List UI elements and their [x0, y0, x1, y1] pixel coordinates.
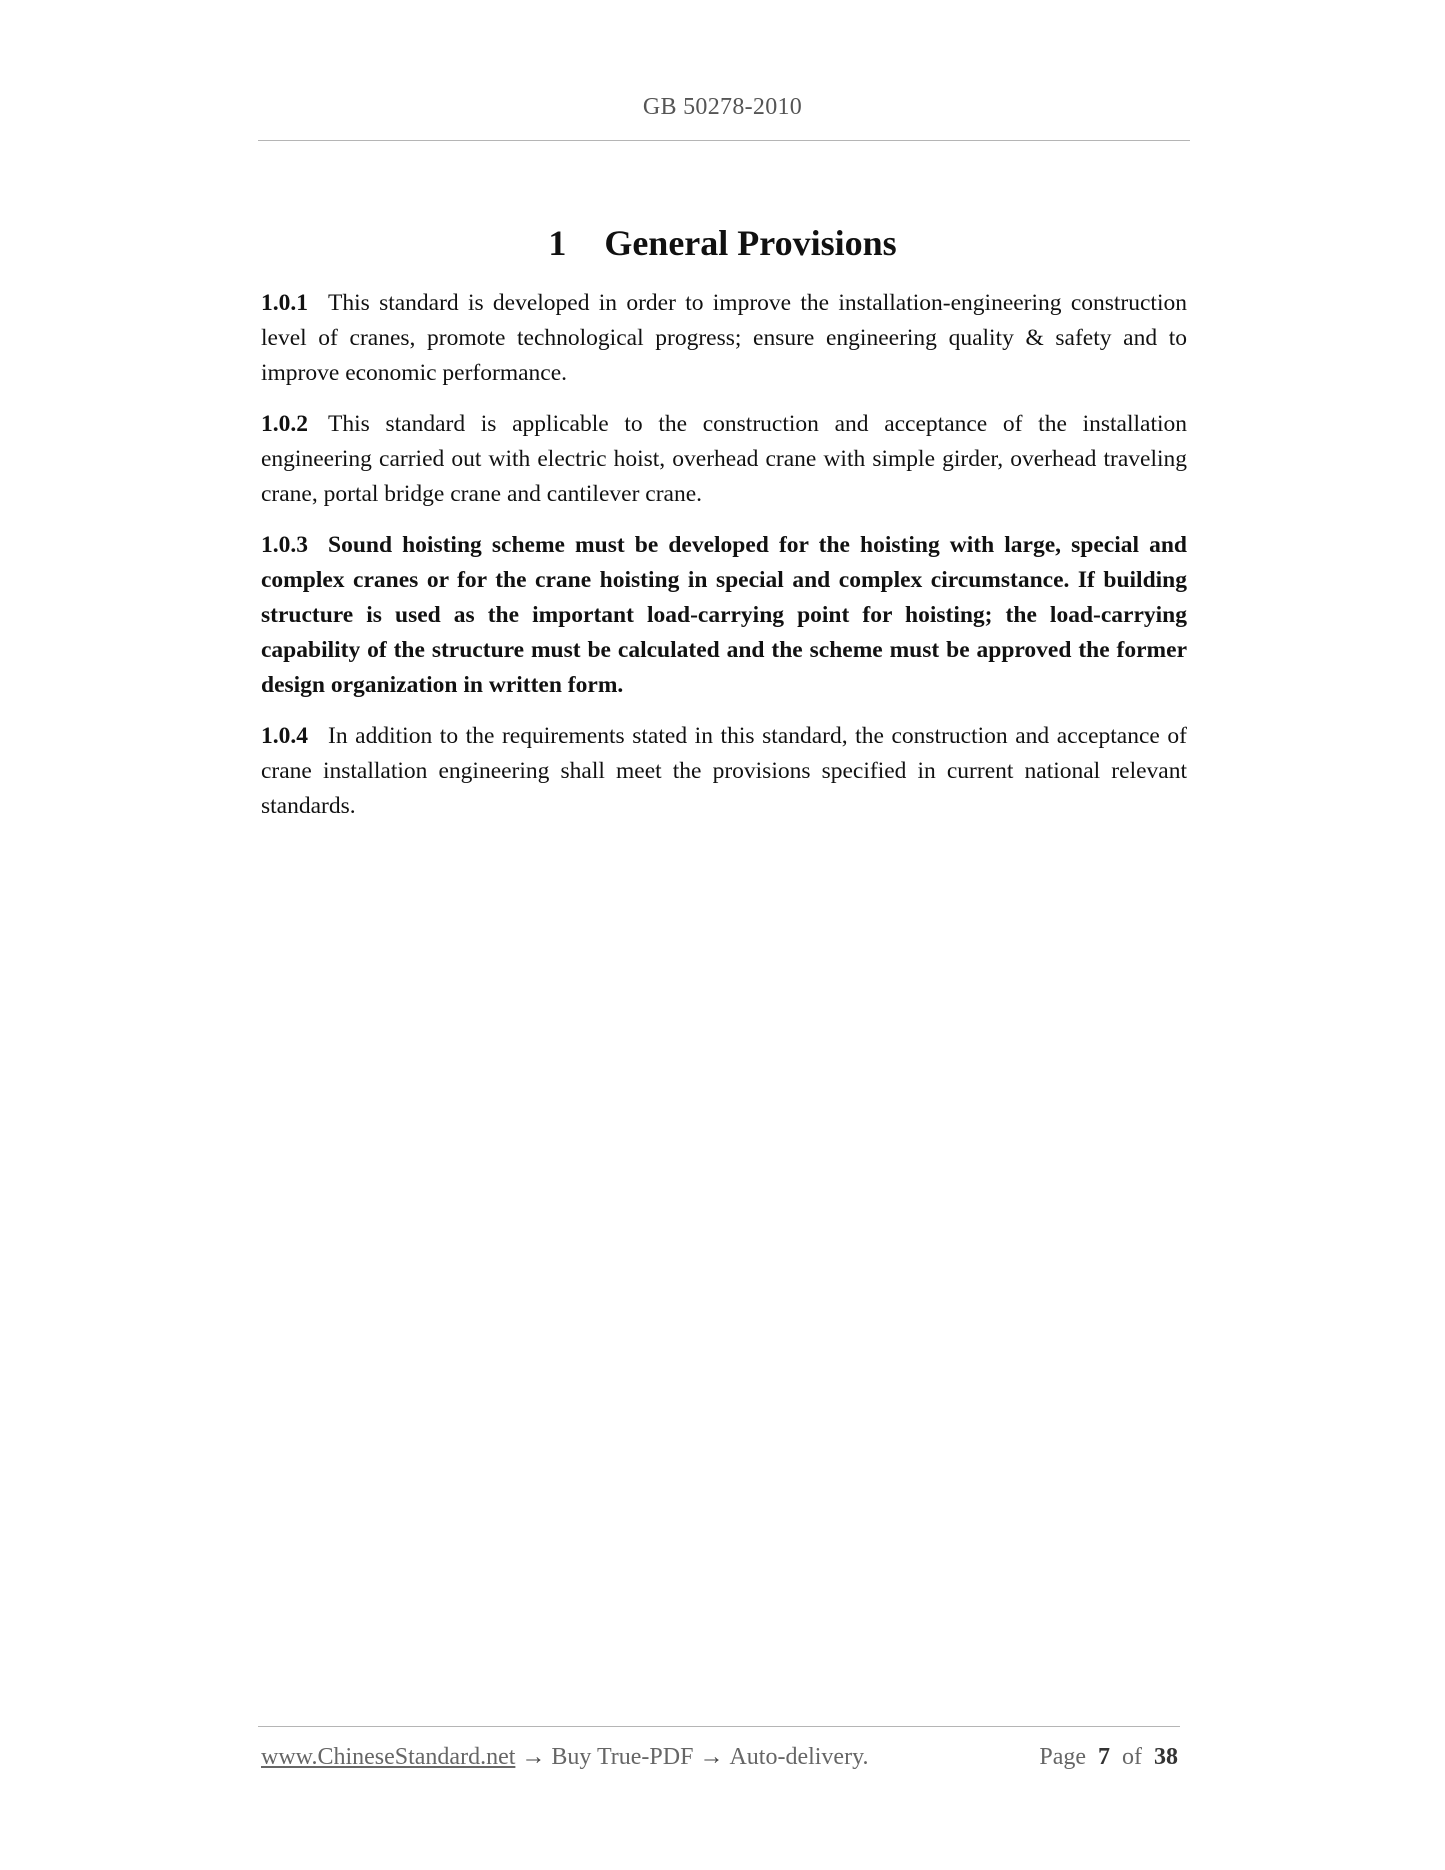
clause-text: This standard is developed in order to improve the installation-engineering construction level of cranes, promote technological progress; ensure engineering quality & safety and to improve economic performance. [261, 290, 1187, 386]
footer-promo [261, 1744, 869, 1771]
header-divider [258, 140, 1190, 141]
clause-text: This standard is applicable to the construction and acceptance of the installation engineering carried out with electric hoist, overhead crane with simple girder, overhead traveling crane, portal bridge crane and cantilever crane. [261, 411, 1187, 507]
clause-1-0-1 [261, 286, 1187, 391]
clause-1-0-3 [261, 528, 1187, 703]
page-current: 7 [1098, 1744, 1110, 1770]
page-indicator [1039, 1744, 1178, 1771]
document-code: GB 50278-2010 [642, 94, 803, 120]
buy-text: Buy True-PDF [551, 1744, 694, 1770]
clause-number: 1.0.2 [261, 411, 308, 437]
chapter-title: General Provisions [604, 223, 897, 263]
footer-divider [258, 1726, 1180, 1727]
chapter-heading [0, 222, 1445, 264]
clause-1-0-2 [261, 407, 1187, 512]
clause-number: 1.0.4 [261, 723, 308, 749]
arrow-right-icon: → [521, 1744, 546, 1770]
chapter-number: 1 [548, 223, 567, 263]
arrow-right-icon: → [699, 1744, 724, 1770]
clause-number: 1.0.1 [261, 290, 308, 316]
clause-1-0-4 [261, 719, 1187, 824]
delivery-text: Auto-delivery. [729, 1744, 869, 1770]
clause-text: Sound hoisting scheme must be developed for the hoisting with large, special and complex cranes or for the crane hoisting in special and complex circumstance. If building structure is used as the important load-carrying point for hoisting; the load-carrying capability of the structure must be calculated and the scheme must be approved the former design organization in written form. [261, 532, 1187, 698]
page-total: 38 [1154, 1744, 1178, 1770]
site-link[interactable]: www.ChineseStandard.net [261, 1744, 516, 1770]
page-label: Page [1039, 1744, 1086, 1770]
of-label: of [1122, 1744, 1142, 1770]
clause-list [261, 286, 1187, 840]
clause-number: 1.0.3 [261, 532, 308, 558]
clause-text: In addition to the requirements stated in this standard, the construction and acceptance of crane installation engineering shall meet the provisions specified in current national relevant standards. [261, 723, 1187, 819]
